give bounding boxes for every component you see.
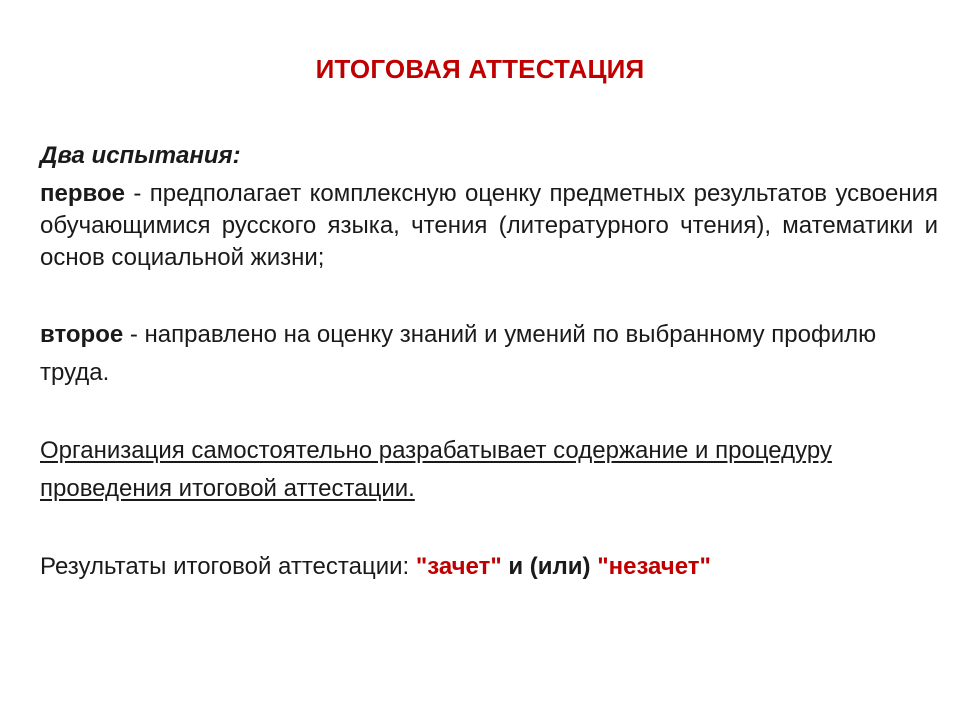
- results-prefix: Результаты итоговой аттестации:: [40, 553, 416, 580]
- pass-grade: "зачет": [415, 553, 502, 580]
- fail-grade: "незачет": [597, 553, 711, 580]
- results-line: [40, 548, 938, 586]
- results-connector: и (или): [501, 553, 598, 580]
- slide-title: ИТОГОВАЯ АТТЕСТАЦИЯ: [315, 54, 645, 84]
- second-test-paragraph: [40, 316, 938, 392]
- subheading: Два испытания:: [40, 142, 241, 169]
- organization-note: Организация самостоятельно разрабатывает содержание и процедуру проведения итоговой аттестации.: [40, 437, 832, 502]
- first-test-text: - предполагает комплексную оценку предметных результатов усвоения обучающимися русского языка, чтения (литературного чтения), математики и основ социальной жизни;: [40, 180, 938, 271]
- first-test-term: первое: [40, 180, 125, 207]
- first-test-paragraph: [40, 178, 938, 274]
- second-test-text: - направлено на оценку знаний и умений по выбранному профилю труда.: [40, 321, 877, 386]
- second-test-term: второе: [40, 321, 124, 348]
